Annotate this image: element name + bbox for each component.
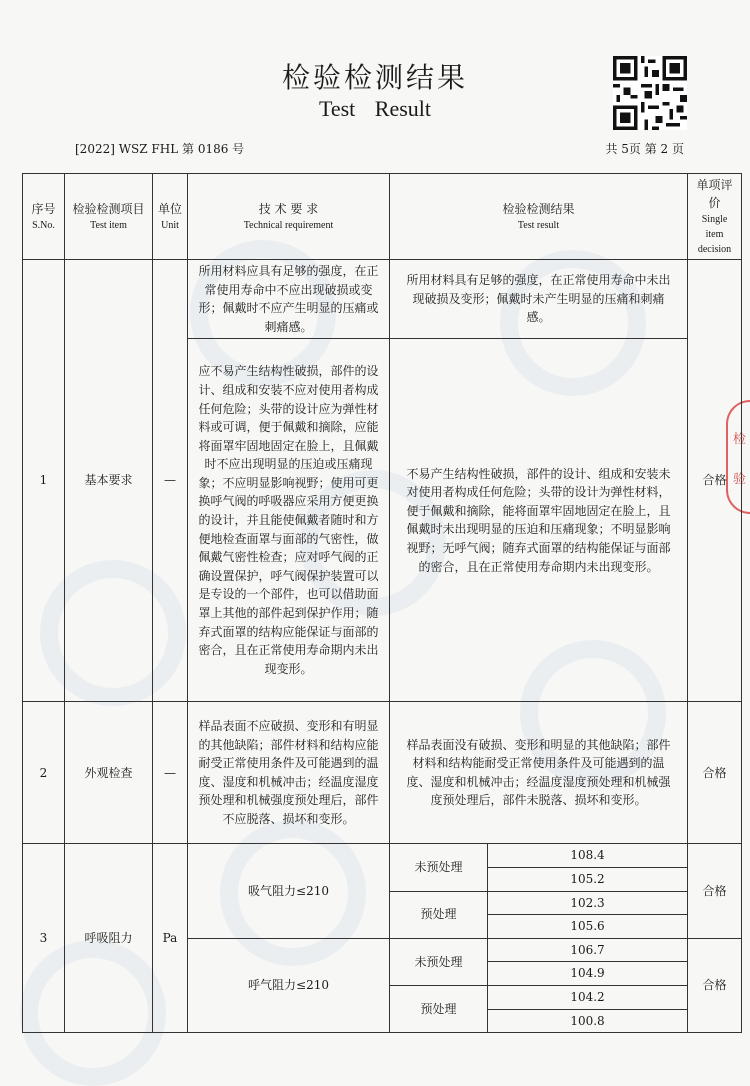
col-header-result: 检验检测结果 Test result [390, 174, 688, 260]
qr-code-icon [613, 56, 687, 130]
stamp-char-top: 检 [733, 432, 747, 447]
result-table [22, 173, 742, 1033]
table-header-row [23, 174, 742, 260]
cell-requirement-inhale: 吸气阻力≤210 [188, 844, 390, 938]
col-header-unit: 单位 Unit [153, 174, 188, 260]
table-row [23, 260, 742, 339]
cell-result: 不易产生结构性破损，部件的设计、组成和安装未对使用者构成任何危险；头带的设计为弹性材料，便于佩戴和摘除，能将面罩牢固地固定在脸上，且佩戴时未出现明显的压迫和压痛现象；不明显影响视野；无呼气阀；随弃式面罩的结构能保证与面部的密合，且在正常使用寿命期内未出现变形。 [390, 339, 688, 702]
cell-condition: 未预处理 [390, 844, 488, 891]
col-header-sn: 序号 S.No. [23, 174, 65, 260]
cell-result: 所用材料具有足够的强度，在正常使用寿命中未出现破损及变形；佩戴时未产生明显的压痛和刺痛感。 [390, 260, 688, 339]
cell-requirement: 所用材料应具有足够的强度，在正常使用寿命中不应出现破损或变形；佩戴时不应产生明显的压痛或刺痛感。 [188, 260, 390, 339]
cell-value: 104.2 [488, 985, 688, 1009]
col-header-decision: 单项评价 Single item decision [688, 174, 742, 260]
cell-decision: 合格 [688, 938, 742, 1032]
cell-value: 102.3 [488, 891, 688, 915]
col-header-requirement: 技 术 要 求 Technical requirement [188, 174, 390, 260]
cell-sn: 3 [23, 844, 65, 1033]
cell-item: 呼吸阻力 [65, 844, 153, 1033]
cell-condition: 未预处理 [390, 938, 488, 985]
cell-item: 基本要求 [65, 260, 153, 702]
cell-sn: 2 [23, 702, 65, 844]
cell-condition: 预处理 [390, 891, 488, 938]
cell-result: 样品表面没有破损、变形和明显的其他缺陷；部件材料和结构能耐受正常使用条件及可能遇到的温度、湿度和机械冲击；经温度湿度预处理和机械强度预处理后，部件未脱落、损坏和变形。 [390, 702, 688, 844]
table-row [23, 844, 742, 868]
cell-condition: 预处理 [390, 985, 488, 1032]
cell-requirement-exhale: 呼气阻力≤210 [188, 938, 390, 1032]
table-row [23, 702, 742, 844]
report-title: 检验检测结果 [281, 61, 468, 94]
report-title-en: Test Result [318, 96, 432, 121]
cell-value: 100.8 [488, 1009, 688, 1033]
cell-decision: 合格 [688, 260, 742, 702]
cell-value: 108.4 [488, 844, 688, 868]
cell-unit: — [153, 702, 188, 844]
col-header-item: 检验检测项目 Test item [65, 174, 153, 260]
cell-requirement: 样品表面不应破损、变形和有明显的其他缺陷；部件材料和结构应能耐受正常使用条件及可能遇到的温度、湿度和机械冲击；经温度湿度预处理和机械强度预处理后，部件不应脱落、损坏和变形。 [188, 702, 390, 844]
cell-decision: 合格 [688, 702, 742, 844]
cell-value: 105.6 [488, 915, 688, 939]
cell-value: 106.7 [488, 938, 688, 962]
cell-unit: Pa [153, 844, 188, 1033]
cell-requirement: 应不易产生结构性破损，部件的设计、组成和安装不应对使用者构成任何危险；头带的设计应为弹性材料或可调，便于佩戴和摘除，应能将面罩牢固地固定在脸上，且佩戴时不应出现明显的压迫或压痛现象；不应明显影响视野；使用可更换呼气阀的呼吸器应采用方便更换的设计，并且能使佩戴者随时和方便地检查面罩与面部的气密性，做佩戴气密性检查；应对呼气阀的正确设置保护，呼气阀保护装置可以是专设的一个部件，也可以借助面罩上其他的部件起到保护作用；随弃式面罩的结构应能保证与面部的密合，且在正常使用寿命期内未出现变形。 [188, 339, 390, 702]
cell-value: 105.2 [488, 867, 688, 891]
cell-item: 外观检查 [65, 702, 153, 844]
stamp-char-bottom: 验 [733, 472, 747, 487]
cell-decision: 合格 [688, 844, 742, 938]
cell-unit: — [153, 260, 188, 702]
page-indicator: 共 5页 第 2 页 [605, 142, 684, 156]
cell-sn: 1 [23, 260, 65, 702]
cell-value: 104.9 [488, 962, 688, 986]
report-number: [2022] WSZ FHL 第 0186 号 [75, 142, 245, 156]
